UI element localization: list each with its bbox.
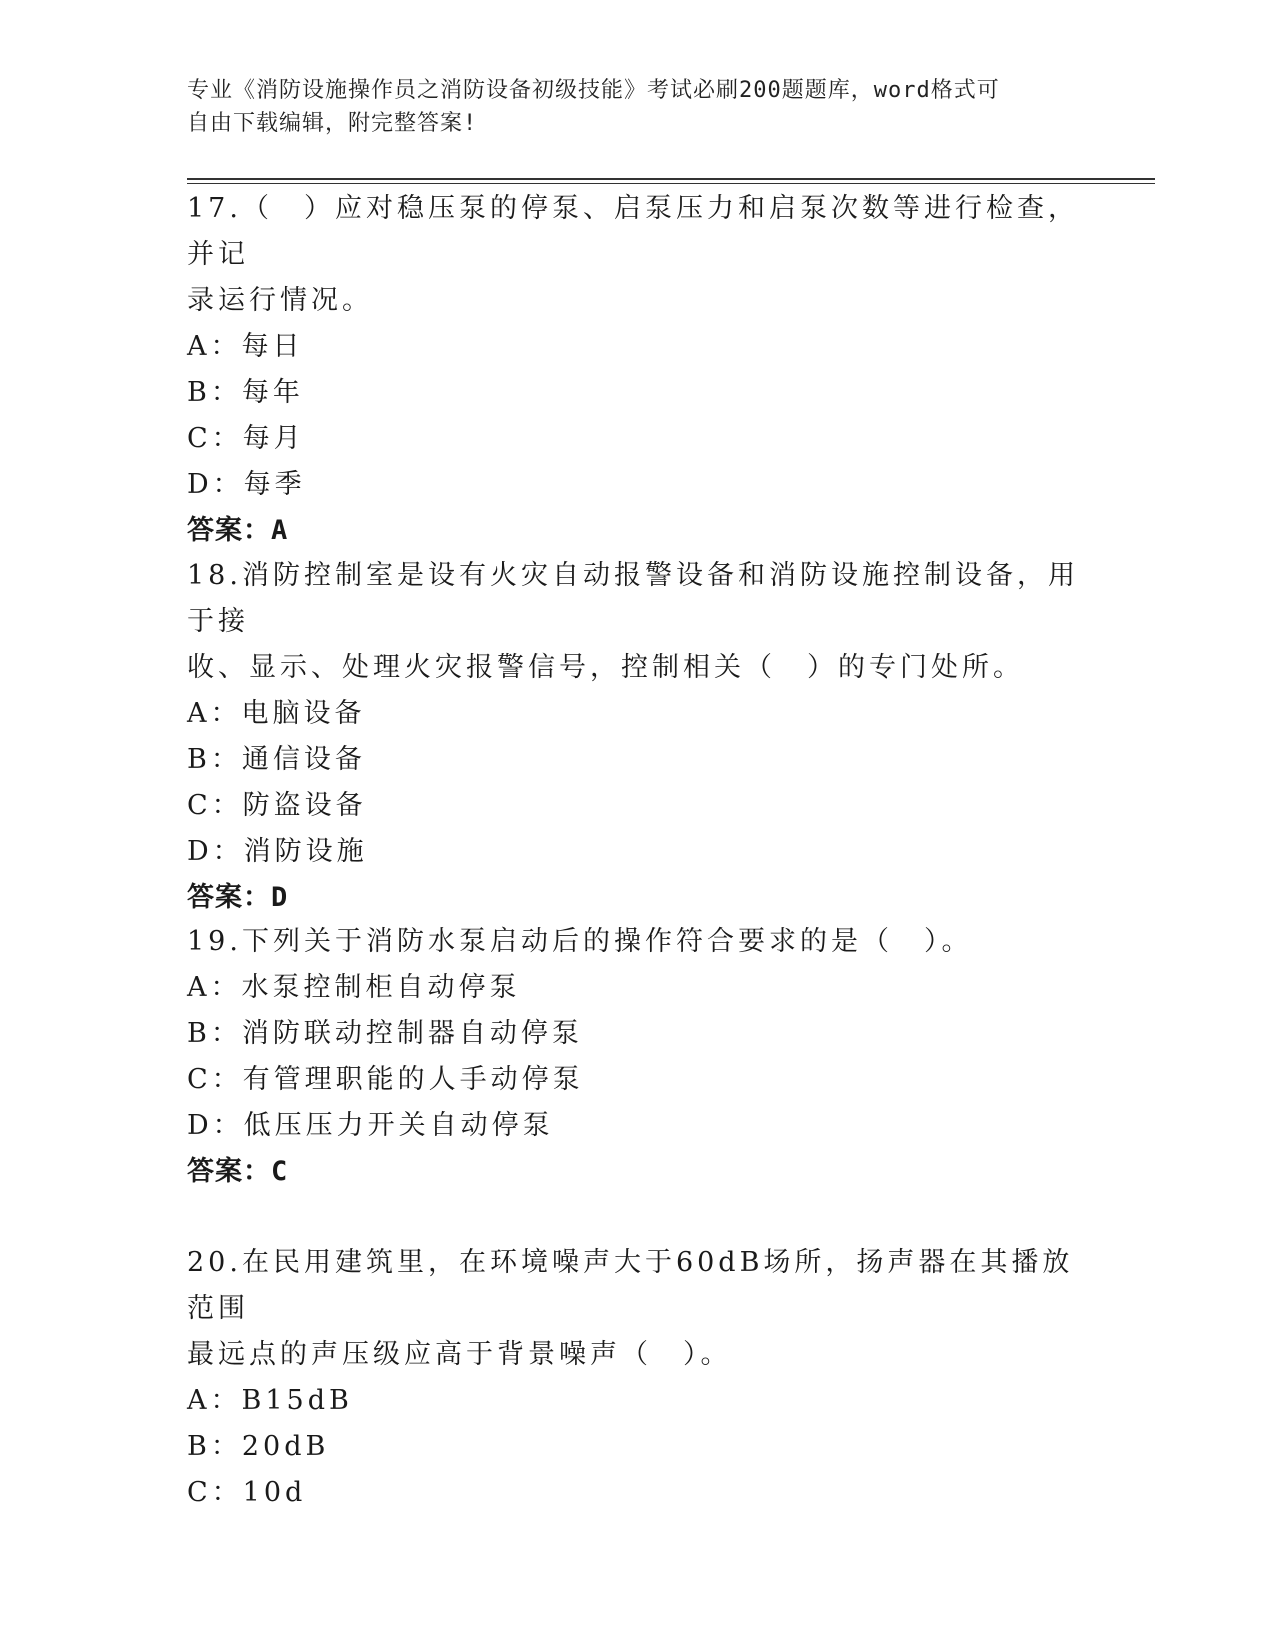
option-d: D：每季 bbox=[187, 469, 306, 500]
answer-line: 答案：D bbox=[187, 882, 289, 913]
question-stem-line: 17.（ ）应对稳压泵的停泵、启泵压力和启泵次数等进行检查，并记 bbox=[187, 193, 1079, 270]
header-divider-thick bbox=[187, 178, 1155, 180]
option-b: B：每年 bbox=[187, 377, 304, 408]
option-c: C：有管理职能的人手动停泵 bbox=[187, 1064, 584, 1095]
option-a: A：每日 bbox=[187, 331, 304, 362]
question-stem-line: 录运行情况。 bbox=[187, 285, 373, 316]
option-c: C：10d bbox=[187, 1477, 307, 1508]
option-b: B：通信设备 bbox=[187, 744, 366, 775]
option-a: A：水泵控制柜自动停泵 bbox=[187, 972, 521, 1003]
document-header bbox=[187, 74, 1087, 140]
option-b: B：20dB bbox=[187, 1431, 330, 1462]
answer-line: 答案：A bbox=[187, 515, 289, 546]
question-17 bbox=[187, 186, 1087, 554]
question-19 bbox=[187, 919, 1087, 1195]
option-a: A：电脑设备 bbox=[187, 698, 366, 729]
question-stem-line: 19.下列关于消防水泵启动后的操作符合要求的是（ ）。 bbox=[187, 926, 973, 957]
question-18 bbox=[187, 553, 1087, 921]
header-divider-thin bbox=[187, 183, 1155, 184]
option-b: B：消防联动控制器自动停泵 bbox=[187, 1018, 583, 1049]
option-d: D：低压压力开关自动停泵 bbox=[187, 1110, 554, 1141]
option-d: D：消防设施 bbox=[187, 836, 368, 867]
header-line-2: 自由下载编辑，附完整答案! bbox=[187, 111, 478, 136]
option-c: C：防盗设备 bbox=[187, 790, 367, 821]
question-stem-line: 最远点的声压级应高于背景噪声（ ）。 bbox=[187, 1339, 732, 1370]
answer-line: 答案：C bbox=[187, 1156, 289, 1187]
header-line-1: 专业《消防设施操作员之消防设备初级技能》考试必刷200题题库，word格式可 bbox=[187, 78, 1000, 103]
option-a: A：B15dB bbox=[187, 1385, 353, 1416]
option-c: C：每月 bbox=[187, 423, 305, 454]
question-stem-line: 18.消防控制室是设有火灾自动报警设备和消防设施控制设备，用于接 bbox=[187, 560, 1079, 637]
question-20 bbox=[187, 1240, 1087, 1516]
question-stem-line: 20.在民用建筑里，在环境噪声大于60dB场所，扬声器在其播放范围 bbox=[187, 1247, 1074, 1324]
question-stem-line: 收、显示、处理火灾报警信号，控制相关（ ）的专门处所。 bbox=[187, 652, 1024, 683]
